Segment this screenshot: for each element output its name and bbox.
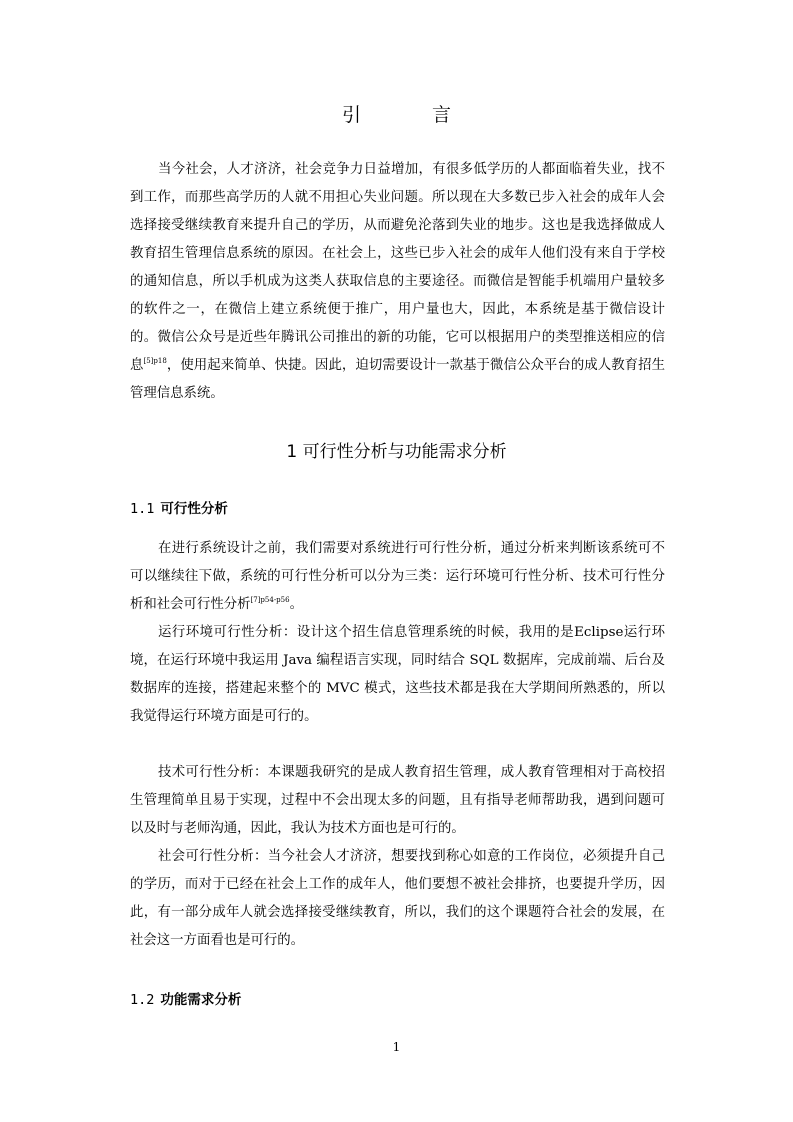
intro-text-after: ，使用起来简单、快捷。因此，迫切需要设计一款基于微信公众平台的成人教育招生管理信息系统。 [130,358,666,401]
technical-feasibility-paragraph: 技术可行性分析：本课题我研究的是成人教育招生管理，成人教育管理相对于高校招生管理简单且易于实现，过程中不会出现太多的问题，且有指导老师帮助我，遇到问题可以及时与老师沟通，因此，我认为技术方面也是可行的。 [130,765,665,836]
feasibility-intro-after: 。 [289,597,303,612]
social-feasibility-paragraph: 社会可行性分析：当今社会人才济济，想要找到称心如意的工作岗位，必须提升自己的学历，而对于已经在社会上工作的成年人，他们要想不被社会排挤，也要提升学历，因此，有一部分成年人就会选择接受继续教育，所以，我们的这个课题符合社会的发展，在社会这一方面看也是可行的。 [130,849,665,948]
subsection-1-1-heading [130,497,228,517]
feasibility-intro-text: 在进行系统设计之前，我们需要对系统进行可行性分析，通过分析来判断该系统可不可以继续往下做，系统的可行性分析可以分为三类：运行环境可行性分析、技术可行性分析和社会可行性分析 [130,541,665,612]
intro-citation: [5]p18 [143,357,167,365]
intro-text: 当今社会，人才济济，社会竞争力日益增加，有很多低学历的人都面临着失业，找不到工作，而那些高学历的人就不用担心失业问题。所以现在大多数已步入社会的成年人会选择接受继续教育来提升自己的学历，从而避免沦落到失业的地步。这也是我选择做成人教育招生管理信息系统的原因。在社会上，这些已步入社会的成年人他们没有来自于学校的通知信息，所以手机成为这类人获取信息的主要途径。而微信是智能手机端用户量较多的软件之一，在微信上建立系统便于推广，用户量也大，因此，本系统是基于微信设计的。微信公众号是近些年腾讯公司推出的新的功能，它可以根据用户的类型推送相应的信息 [130,162,665,373]
page-title: 引 言 [341,104,477,126]
feasibility-intro-paragraph [130,535,665,619]
feasibility-intro-citation: [7]p54-p56 [250,596,290,604]
subsection-1-2-label: 功能需求分析 [160,992,242,1008]
page-number: 1 [392,1040,401,1054]
subsection-1-2-number: 1.2 [130,992,155,1008]
section-1-heading: 1 可行性分析与功能需求分析 [286,442,507,462]
subsection-1-1-number: 1.1 [130,501,155,517]
runtime-feasibility-paragraph: 运行环境可行性分析：设计这个招生信息管理系统的时候，我用的是Eclipse运行环境，在运行环境中我运用 Java 编程语言实现，同时结合 SQL 数据库，完成前端、后台及数据库的连接，搭建起来整个的 MVC 模式，这些技术都是我在大学期间所熟悉的，所以我觉得运行环境方面是可行的。 [130,625,665,724]
intro-paragraph [130,156,665,408]
subsection-1-1-label: 可行性分析 [160,501,228,517]
subsection-1-2-heading [130,988,241,1008]
